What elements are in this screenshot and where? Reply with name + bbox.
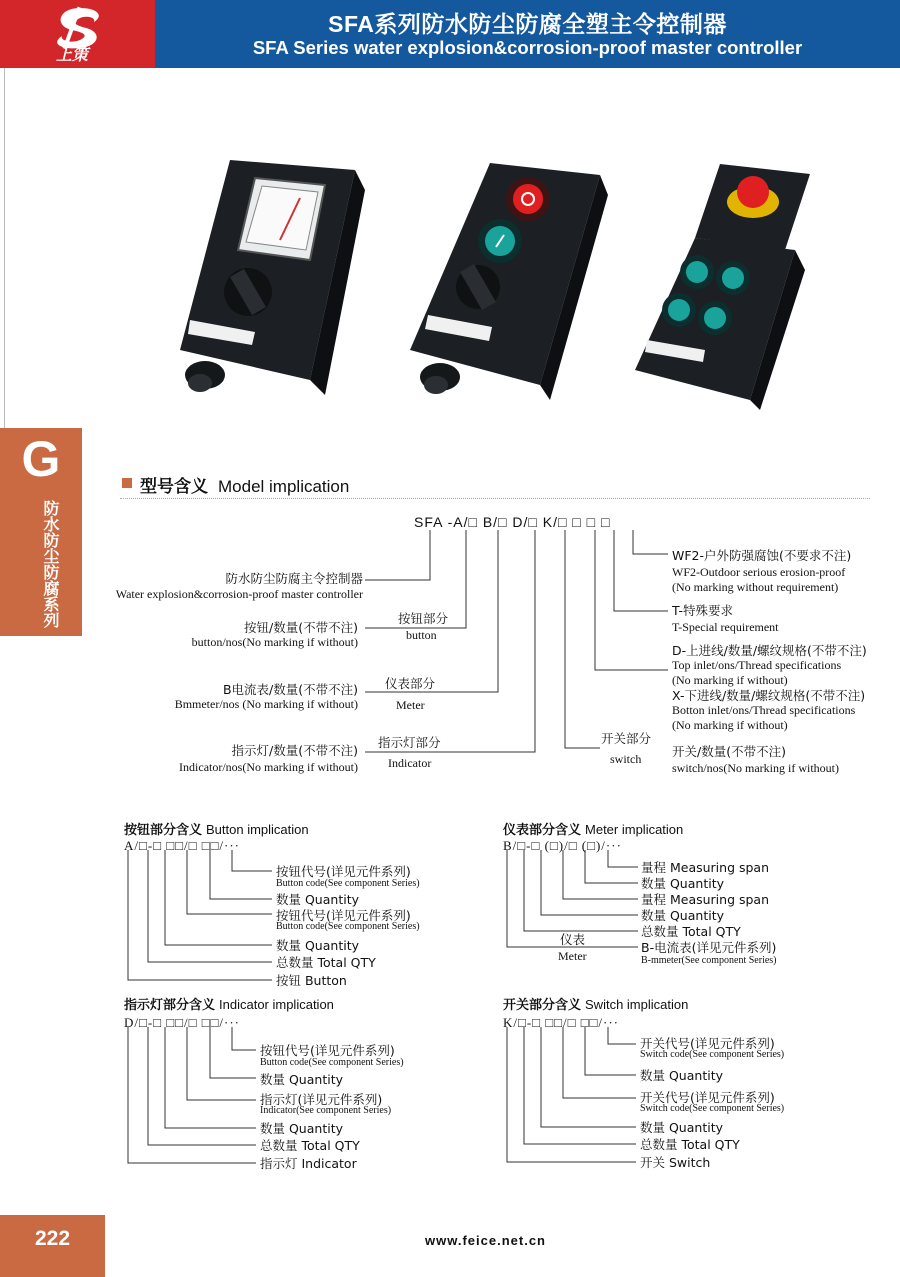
button-impl-l5: 总数量 Total QTY <box>276 955 376 970</box>
label-wf2-note: (No marking without requirement) <box>672 580 839 594</box>
switch-impl-title: 开关部分含义 Switch implication <box>503 997 689 1012</box>
section-heading-cn: 型号含义 <box>140 477 208 496</box>
label-d-cn: D-上进线/数量/螺纹规格(不带不注) <box>672 643 867 658</box>
indicator-impl-l6: 指示灯 Indicator <box>260 1156 357 1171</box>
meter-impl-l1: 量程 Measuring span <box>641 860 770 875</box>
label-meter-en: Bmmeter/nos (No marking if without) <box>174 697 358 711</box>
button-impl-l3-cn: 按钮代号(详见元件系列) <box>276 908 411 923</box>
switch-impl-code: K/□-□ □□/□ □□/··· <box>503 1015 620 1030</box>
model-code-fields: -A/□ B/□ D/□ K/□ □ □ □ <box>447 514 611 530</box>
label-x-en: Botton inlet/ons/Thread specifications <box>672 703 856 717</box>
indicator-impl-l3-en: Indicator(See component Series) <box>260 1105 392 1116</box>
label-x-note: (No marking if without) <box>672 718 788 732</box>
model-code-prefix: SFA <box>414 514 443 530</box>
label-indicator-en: Indicator/nos(No marking if without) <box>179 760 358 774</box>
button-impl-l1-en: Button code(See component Series) <box>276 878 420 889</box>
label-t-cn: T-特殊要求 <box>672 603 733 618</box>
switch-impl-l1-en: Switch code(See component Series) <box>640 1049 785 1060</box>
switch-impl-l4: 数量 Quantity <box>640 1120 723 1135</box>
label-button-part-cn: 按钮部分 <box>398 611 449 626</box>
switch-impl-l3-en: Switch code(See component Series) <box>640 1103 785 1114</box>
indicator-impl-l4: 数量 Quantity <box>260 1121 343 1136</box>
footer-url[interactable]: www.feice.net.cn <box>425 1233 546 1248</box>
label-t-en: T-Special requirement <box>672 620 779 634</box>
meter-impl-meter-cn: 仪表 <box>560 932 586 947</box>
meter-impl-l6-en: B-mmeter(See component Series) <box>641 955 777 966</box>
button-impl-code: A/□-□ □□/□ □□/··· <box>124 838 241 853</box>
page-title-cn: SFA系列防水防尘防腐全塑主令控制器 <box>328 11 727 37</box>
meter-impl-l6-cn: B-电流表(详见元件系列) <box>641 940 777 955</box>
label-meter-part-en: Meter <box>396 698 425 712</box>
label-wf2-cn: WF2-户外防强腐蚀(不要求不注) <box>672 548 852 563</box>
meter-impl-code: B/□-□ (□)/□ (□)/··· <box>503 838 622 853</box>
indicator-impl-l3-cn: 指示灯(详见元件系列) <box>260 1092 383 1107</box>
label-meter-cn: B电流表/数量(不带不注) <box>222 682 358 697</box>
meter-impl-l3: 量程 Measuring span <box>641 892 770 907</box>
label-switch-part-en: switch <box>610 752 642 766</box>
button-impl-l3-en: Button code(See component Series) <box>276 921 420 932</box>
button-impl-title: 按钮部分含义 Button implication <box>124 822 309 837</box>
indicator-impl-l2: 数量 Quantity <box>260 1072 343 1087</box>
label-button-cn: 按钮/数量(不带不注) <box>244 620 358 635</box>
switch-impl-l6: 开关 Switch <box>640 1155 711 1170</box>
label-wf2-en: WF2-Outdoor serious erosion-proof <box>672 565 846 579</box>
meter-impl-l4: 数量 Quantity <box>641 908 724 923</box>
label-button-part-en: button <box>406 628 437 642</box>
label-indicator-cn: 指示灯/数量(不带不注) <box>231 743 358 758</box>
indicator-impl-title: 指示灯部分含义 Indicator implication <box>124 997 334 1012</box>
meter-impl-l5: 总数量 Total QTY <box>641 924 741 939</box>
side-tab-letter: G <box>21 431 61 487</box>
label-d-note: (No marking if without) <box>672 673 788 687</box>
page-title-en: SFA Series water explosion&corrosion-proof master controller <box>252 37 803 58</box>
switch-impl-l1-cn: 开关代号(详见元件系列) <box>640 1036 775 1051</box>
section-heading-en: Model implication <box>218 477 350 496</box>
label-indicator-part-cn: 指示灯部分 <box>378 735 441 750</box>
brand-logo-text: 上策 <box>56 45 89 64</box>
footer-page-tab <box>0 1215 105 1277</box>
label-switch-cn: 开关/数量(不带不注) <box>672 744 786 759</box>
button-impl-l4: 数量 Quantity <box>276 938 359 953</box>
label-button-en: button/nos(No marking if without) <box>191 635 358 649</box>
meter-impl-title: 仪表部分含义 Meter implication <box>503 822 684 837</box>
button-impl-l6: 按钮 Button <box>276 973 347 988</box>
meter-impl-meter-en: Meter <box>558 949 587 963</box>
switch-impl-l5: 总数量 Total QTY <box>640 1137 740 1152</box>
label-x-cn: X-下进线/数量/螺纹规格(不带不注) <box>672 688 866 703</box>
label-indicator-part-en: Indicator <box>388 756 432 770</box>
model-code <box>414 514 610 530</box>
switch-impl-l3-cn: 开关代号(详见元件系列) <box>640 1090 775 1105</box>
indicator-impl-l5: 总数量 Total QTY <box>260 1138 360 1153</box>
side-tab-label: 防水防尘防腐系列 <box>41 500 58 628</box>
label-d-en: Top inlet/ons/Thread specifications <box>672 658 842 672</box>
button-impl-l1-cn: 按钮代号(详见元件系列) <box>276 864 411 879</box>
indicator-impl-l1-en: Button code(See component Series) <box>260 1057 404 1068</box>
label-meter-part-cn: 仪表部分 <box>385 676 436 691</box>
button-impl-l2: 数量 Quantity <box>276 892 359 907</box>
label-switch-part-cn: 开关部分 <box>601 731 652 746</box>
label-main-cn: 防水防尘防腐主令控制器 <box>225 571 363 586</box>
indicator-impl-l1-cn: 按钮代号(详见元件系列) <box>260 1043 395 1058</box>
meter-impl-l2: 数量 Quantity <box>641 876 724 891</box>
switch-impl-l2: 数量 Quantity <box>640 1068 723 1083</box>
label-main-en: Water explosion&corrosion-proof master controller <box>115 587 363 601</box>
label-switch-en: switch/nos(No marking if without) <box>672 761 839 775</box>
page-number: 222 <box>34 1227 71 1250</box>
indicator-impl-code: D/□-□ □□/□ □□/··· <box>124 1015 241 1030</box>
